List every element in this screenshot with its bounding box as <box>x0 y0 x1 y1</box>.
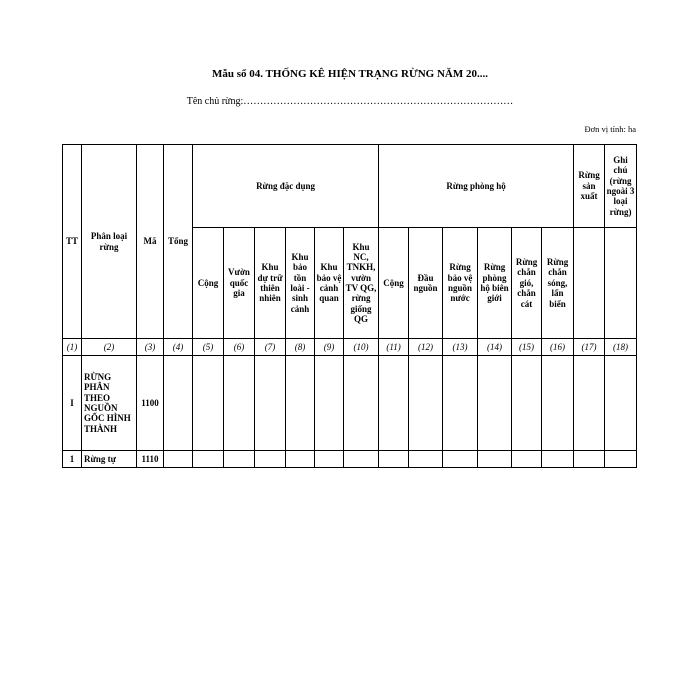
table-row <box>63 356 637 451</box>
data-cell <box>164 356 193 451</box>
data-cell <box>379 451 409 468</box>
column-number: (18) <box>605 339 637 356</box>
form-title: Mẫu số 04. THỐNG KÊ HIỆN TRẠNG RỪNG NĂM 20.... <box>211 68 489 80</box>
forest-status-table <box>62 144 637 468</box>
data-cell <box>344 451 379 468</box>
header-dd-khu-du-tru: Khu dự trữ thiên nhiên <box>255 228 286 339</box>
header-san-xuat-blank <box>574 228 605 339</box>
column-number: (15) <box>512 339 542 356</box>
column-number: (8) <box>286 339 315 356</box>
header-rung-san-xuat: Rừng sản xuất <box>574 145 605 228</box>
header-ph-cong: Cộng <box>379 228 409 339</box>
column-number: (11) <box>379 339 409 356</box>
column-number: (9) <box>315 339 344 356</box>
header-ph-bao-ve-nguon-nuoc: Rừng bảo vệ nguồn nước <box>443 228 478 339</box>
header-dd-vuon-quoc-gia: Vườn quốc gia <box>224 228 255 339</box>
column-number: (13) <box>443 339 478 356</box>
data-cell <box>164 451 193 468</box>
data-cell <box>315 451 344 468</box>
column-number: (3) <box>137 339 164 356</box>
row-code: 1100 <box>137 356 164 451</box>
data-cell <box>512 356 542 451</box>
data-cell <box>605 356 637 451</box>
data-cell <box>379 356 409 451</box>
column-number: (4) <box>164 339 193 356</box>
data-cell <box>224 451 255 468</box>
row-name: RỪNG PHÂN THEO NGUỒN GỐC HÌNH THÀNH <box>82 356 137 451</box>
column-number: (6) <box>224 339 255 356</box>
column-number: (17) <box>574 339 605 356</box>
header-ph-chan-song: Rừng chắn sóng, lấn biển <box>542 228 574 339</box>
header-dd-khu-bao-ve: Khu bảo vệ cảnh quan <box>315 228 344 339</box>
header-rung-dac-dung: Rừng đặc dụng <box>193 145 379 228</box>
data-cell <box>443 356 478 451</box>
data-cell <box>478 356 512 451</box>
data-cell <box>542 451 574 468</box>
data-cell <box>542 356 574 451</box>
header-ma: Mã <box>137 145 164 339</box>
data-cell <box>574 451 605 468</box>
column-number: (12) <box>409 339 443 356</box>
data-cell <box>193 451 224 468</box>
column-number: (5) <box>193 339 224 356</box>
header-tt: TT <box>63 145 82 339</box>
column-number: (10) <box>344 339 379 356</box>
header-dd-khu-bao-ton: Khu bảo tồn loài - sinh cảnh <box>286 228 315 339</box>
data-cell <box>255 356 286 451</box>
header-tong: Tổng <box>164 145 193 339</box>
row-tt: I <box>63 356 82 451</box>
data-cell <box>574 356 605 451</box>
column-number: (16) <box>542 339 574 356</box>
header-rung-phong-ho: Rừng phòng hộ <box>379 145 574 228</box>
header-ghi-chu: Ghi chú (rừng ngoài 3 loại rừng) <box>605 145 637 228</box>
data-cell <box>315 356 344 451</box>
column-number: (2) <box>82 339 137 356</box>
data-cell <box>286 356 315 451</box>
table-row <box>63 451 637 468</box>
data-cell <box>409 356 443 451</box>
data-cell <box>286 451 315 468</box>
header-dd-cong: Cộng <box>193 228 224 339</box>
column-number: (1) <box>63 339 82 356</box>
row-code: 1110 <box>137 451 164 468</box>
header-ph-bien-gioi: Rừng phòng hộ biên giới <box>478 228 512 339</box>
data-cell <box>512 451 542 468</box>
header-dd-khu-nc: Khu NC, TNKH, vườn TV QG, rừng giống QG <box>344 228 379 339</box>
data-cell <box>443 451 478 468</box>
data-cell <box>224 356 255 451</box>
row-name: Rừng tự <box>82 451 137 468</box>
forest-owner-line: Tên chủ rừng:……………………………………………………………………… <box>186 96 514 107</box>
header-ph-chan-gio: Rừng chắn gió, chắn cát <box>512 228 542 339</box>
column-number: (14) <box>478 339 512 356</box>
data-cell <box>193 356 224 451</box>
header-row-groups <box>63 145 637 228</box>
column-number: (7) <box>255 339 286 356</box>
data-cell <box>478 451 512 468</box>
header-phan-loai-rung: Phân loại rừng <box>82 145 137 339</box>
row-tt: 1 <box>63 451 82 468</box>
unit-label: Đơn vị tính: ha <box>584 124 636 134</box>
data-cell <box>344 356 379 451</box>
data-cell <box>605 451 637 468</box>
data-cell <box>255 451 286 468</box>
header-ph-dau-nguon: Đầu nguồn <box>409 228 443 339</box>
header-ghi-chu-blank <box>605 228 637 339</box>
data-cell <box>409 451 443 468</box>
column-number-row <box>63 339 637 356</box>
